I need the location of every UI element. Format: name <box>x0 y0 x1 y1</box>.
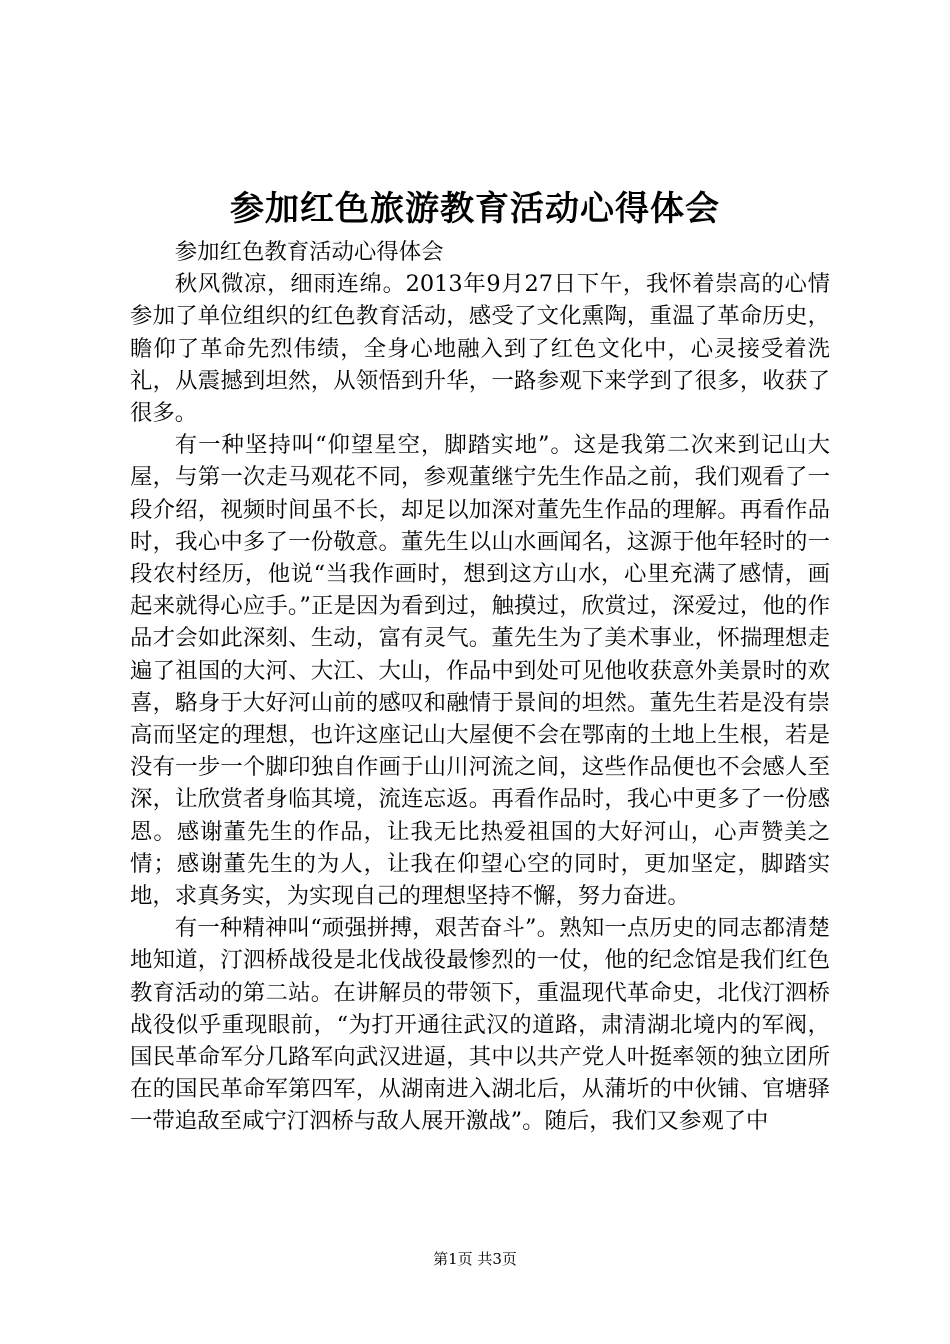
page-footer: 第1页 共3页 <box>433 1250 517 1268</box>
paragraph: 有一种坚持叫“仰望星空，脚踏实地”。这是我第二次来到记山大屋，与第一次走马观花不同，参观董继宁先生作品之前，我们观看了一段介绍，视频时间虽不长，却足以加深对董先生作品的理解。再看作品时，我心中多了一份敬意。董先生以山水画闻名，这源于他年轻时的一段农村经历，他说“当我作画时，想到这方山水，心里充满了感情，画起来就得心应手。”正是因为看到过，触摸过，欣赏过，深爱过，他的作品才会如此深刻、生动，富有灵气。董先生为了美术事业，怀揣理想走遍了祖国的大河、大江、大山，作品中到处可见他收获意外美景时的欢喜，駱身于大好河山前的感叹和融情于景间的坦然。董先生若是没有崇高而坚定的理想，也许这座记山大屋便不会在鄂南的土地上生根，若是没有一步一个脚印独自作画于山川河流之间，这些作品便也不会感人至深，让欣赏者身临其境，流连忘返。再看作品时，我心中更多了一份感恩。感谢董先生的作品，让我无比热爱祖国的大好河山，心声赞美之情；感谢董先生的为人，让我在仰望心空的同时，更加坚定，脚踏实地，求真务实，为实现自己的理想坚持不懈，努力奋进。 <box>130 432 830 910</box>
document-body <box>130 236 830 1138</box>
paragraph: 有一种精神叫“顽强拼搏，艰苦奋斗”。熟知一点历史的同志都清楚地知道，汀泗桥战役是北伐战役最惨烈的一仗，他的纪念馆是我们红色教育活动的第二站。在讲解员的带领下，重温现代革命史，北伐汀泗桥战役似乎重现眼前，“为打开通往武汉的道路，肃清湖北境内的军阀，国民革命军分几路军向武汉进逼，其中以共产党人叶挺率领的独立团所在的国民革命军第四军，从湖南进入湖北后，从蒲圻的中伙铺、官塘驿一带追敌至咸宁汀泗桥与敌人展开激战”。随后，我们又参观了中 <box>130 915 830 1135</box>
paragraph: 秋风微凉，细雨连绵。2013年9月27日下午，我怀着崇高的心情参加了单位组织的红色教育活动，感受了文化熏陶，重温了革命历史，瞻仰了革命先烈伟绩，全身心地融入到了红色文化中，心灵接受着洗礼，从震撼到坦然，从领悟到升华，一路参观下来学到了很多，收获了很多。 <box>130 271 830 427</box>
paragraph-subtitle: 参加红色教育活动心得体会 <box>174 239 444 265</box>
document-title: 参加红色旅游教育活动心得体会 <box>230 189 720 229</box>
